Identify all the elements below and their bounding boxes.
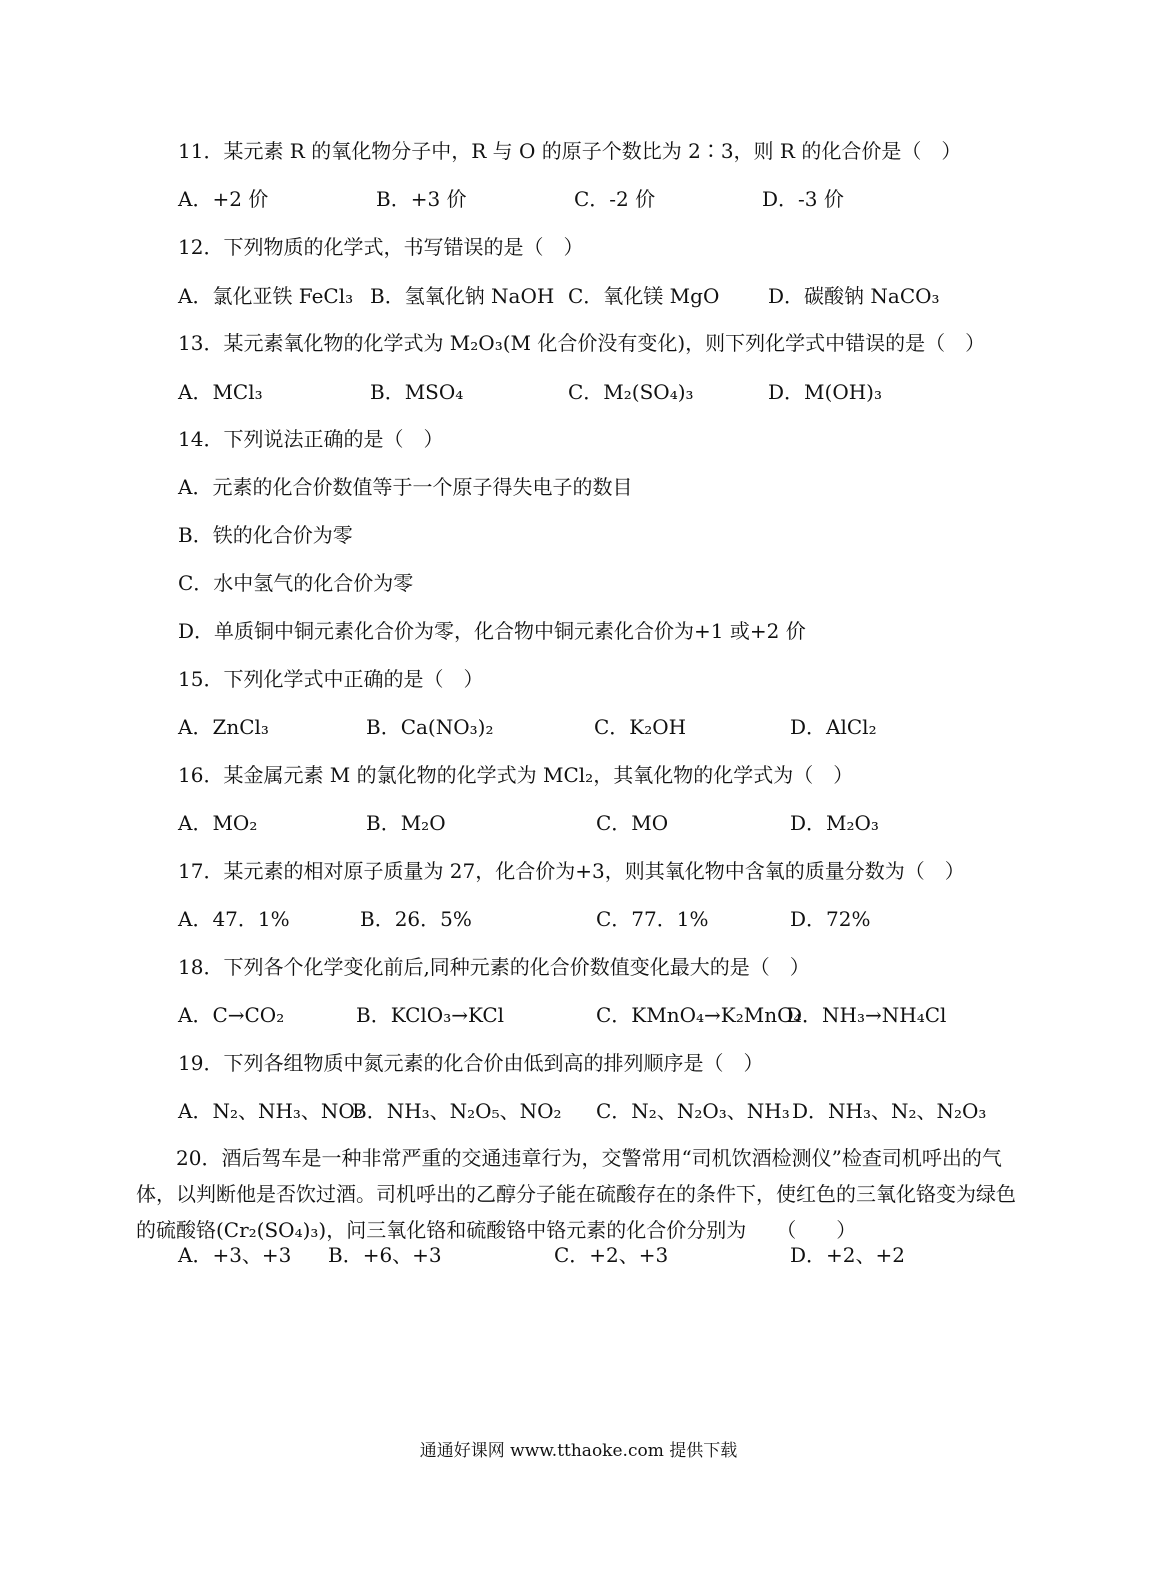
question-20-stem (136, 1140, 1016, 1248)
question-17-stem: 17．某元素的相对原子质量为 27，化合价为+3，则其氧化物中含氧的质量分数为（ ） (178, 859, 965, 883)
question-14-option-d: D．单质铜中铜元素化合价为零，化合物中铜元素化合价为+1 或+2 价 (178, 619, 806, 643)
question-14-option-b: B．铁的化合价为零 (178, 523, 353, 547)
question-18-option-b: B．KClO₃→KCl (356, 1003, 505, 1027)
question-20-option-b: B．+6、+3 (328, 1243, 442, 1267)
question-12-option-a: A．氯化亚铁 FeCl₃ (178, 284, 354, 308)
question-11-option-d: D．-3 价 (762, 187, 844, 211)
question-18-stem: 18．下列各个化学变化前后,同种元素的化合价数值变化最大的是（ ） (178, 955, 810, 979)
question-15-option-a: A．ZnCl₃ (178, 715, 269, 739)
question-11-stem: 11．某元素 R 的氧化物分子中，R 与 O 的原子个数比为 2∶3，则 R 的化合价是（ ） (178, 139, 962, 163)
question-19-option-a: A．N₂、NH₃、NO₂ (178, 1099, 363, 1123)
question-15-option-c: C．K₂OH (594, 715, 687, 739)
question-11-option-c: C．-2 价 (574, 187, 656, 211)
question-13-option-c: C．M₂(SO₄)₃ (568, 380, 694, 404)
question-15-option-b: B．Ca(NO₃)₂ (366, 715, 494, 739)
question-20-option-d: D．+2、+2 (790, 1243, 905, 1267)
question-13-option-b: B．MSO₄ (370, 380, 464, 404)
question-14-option-a: A．元素的化合价数值等于一个原子得失电子的数目 (178, 475, 633, 499)
question-20-option-a: A．+3、+3 (178, 1243, 292, 1267)
question-17-option-d: D．72% (790, 907, 871, 931)
question-20-text: 20．酒后驾车是一种非常严重的交通违章行为，交警常用“司机饮酒检测仪”检查司机呼出的气体，以判断他是否饮过酒。司机呼出的乙醇分子能在硫酸存在的条件下，使红色的三氧化铬变为绿色的硫酸铬(Cr₂(SO₄)₃)，问三氧化铬和硫酸铬中铬元素的化合价分别为 （ ） (136, 1146, 1016, 1242)
question-18-option-a: A．C→CO₂ (178, 1003, 285, 1027)
question-16-option-d: D．M₂O₃ (790, 811, 879, 835)
question-16-option-c: C．MO (596, 811, 669, 835)
question-18-option-d: D．NH₃→NH₄Cl (786, 1003, 947, 1027)
question-15-option-d: D．AlCl₂ (790, 715, 877, 739)
question-13-option-d: D．M(OH)₃ (768, 380, 882, 404)
question-16-option-a: A．MO₂ (178, 811, 258, 835)
question-19-option-d: D．NH₃、N₂、N₂O₃ (792, 1099, 987, 1123)
question-17-option-a: A．47．1% (178, 907, 290, 931)
question-11-option-a: A．+2 价 (178, 187, 269, 211)
question-12-option-b: B．氢氧化钠 NaOH (370, 284, 555, 308)
question-15-stem: 15．下列化学式中正确的是（ ） (178, 667, 484, 691)
question-13-stem: 13．某元素氧化物的化学式为 M₂O₃(M 化合价没有变化)，则下列化学式中错误的是（ ） (178, 331, 986, 355)
question-12-option-c: C．氧化镁 MgO (568, 284, 720, 308)
question-12-option-d: D．碳酸钠 NaCO₃ (768, 284, 940, 308)
question-16-stem: 16．某金属元素 M 的氯化物的化学式为 MCl₂，其氧化物的化学式为（ ） (178, 763, 854, 787)
question-17-option-c: C．77．1% (596, 907, 709, 931)
question-19-option-c: C．N₂、N₂O₃、NH₃ (596, 1099, 790, 1123)
question-12-stem: 12．下列物质的化学式，书写错误的是（ ） (178, 235, 584, 259)
question-13-option-a: A．MCl₃ (178, 380, 263, 404)
question-14-option-c: C．水中氢气的化合价为零 (178, 571, 414, 595)
question-14-stem: 14．下列说法正确的是（ ） (178, 427, 444, 451)
question-11-option-b: B．+3 价 (376, 187, 467, 211)
page-footer: 通通好课网 www.tthaoke.com 提供下载 (419, 1441, 738, 1461)
question-16-option-b: B．M₂O (366, 811, 446, 835)
question-17-option-b: B．26．5% (360, 907, 472, 931)
question-19-option-b: B．NH₃、N₂O₅、NO₂ (352, 1099, 562, 1123)
question-19-stem: 19．下列各组物质中氮元素的化合价由低到高的排列顺序是（ ） (178, 1051, 764, 1075)
question-20-option-c: C．+2、+3 (554, 1243, 669, 1267)
question-18-option-c: C．KMnO₄→K₂MnO₄ (596, 1003, 802, 1027)
